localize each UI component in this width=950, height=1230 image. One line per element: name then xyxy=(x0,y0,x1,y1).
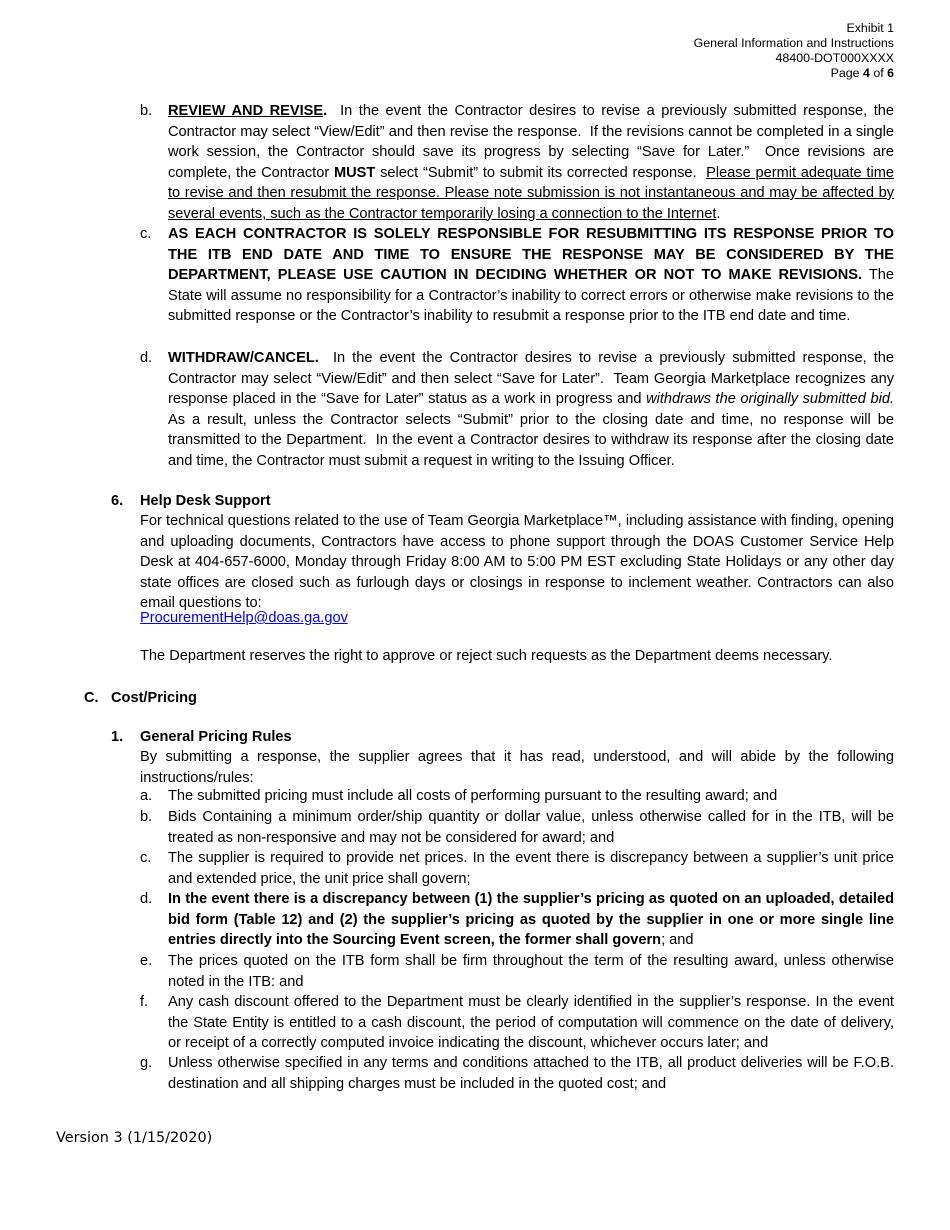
exhibit-label: Exhibit 1 xyxy=(846,21,894,35)
item-d-withdraw-cancel: WITHDRAW/CANCEL. In the event the Contractor desires to revise a previously submitted response, the Contractor may select “View/Edit” and then select “Save for Later”. Team Georgia Marketplace recognizes any response placed in the “Save for Later” status as a work in progress and withdraws the originally submitted bid. As a result, unless the Contractor selects “Submit” prior to the closing date and time, no response will be transmitted to the Department. In the event a Contractor desires to withdraw its response after the closing date and time, the Contractor must submit a request in writing to the Issuing Officer. xyxy=(168,350,902,469)
rule-e-text: The prices quoted on the ITB form shall be firm throughout the term of the resulting award, unless otherwise noted in the ITB: and xyxy=(168,953,894,990)
rule-a-text: The submitted pricing must include all costs of performing pursuant to the resulting award; and xyxy=(168,788,778,804)
rule-c-text: The supplier is required to provide net prices. In the event there is discrepancy between a supplier’s unit price and extended price, the unit price shall govern; xyxy=(168,850,894,887)
item-b-review-revise: REVIEW AND REVISE. In the event the Contractor desires to revise a previously submitted response, the Contractor may select “View/Edit” and then revise the response. If the revisions cannot be completed in a single work session, the Contractor should save its progress by selecting “Save for Later.” Once revisions are complete, the Contractor MUST select “Submit” to submit its corrected response. Please permit adequate time to revise and then resubmit the response. Please note submission is not instantaneous and may be affected by several events, such as the Contractor temporarily losing a connection to the Internet. xyxy=(168,103,899,222)
rule-g-letter: g. xyxy=(140,1055,153,1071)
reserve-rights-text: The Department reserves the right to approve or reject such requests as the Department deems necessary. xyxy=(140,648,833,664)
section-6-title: Help Desk Support xyxy=(140,493,271,509)
section-c-title: Cost/Pricing xyxy=(111,690,197,706)
rule-b-text: Bids Containing a minimum order/ship quantity or dollar value, unless otherwise called for in the ITB, will be treated as non-responsive and may not be considered for award; and xyxy=(168,809,894,846)
item-c-caution: AS EACH CONTRACTOR IS SOLELY RESPONSIBLE FOR RESUBMITTING ITS RESPONSE PRIOR TO THE ITB END DATE AND TIME TO ENSURE THE RESPONSE MAY BE CONSIDERED BY THE DEPARTMENT, PLEASE USE CAUTION IN DECIDING WHETHER OR NOT TO MAKE REVISIONS. The State will assume no responsibility for a Contractor’s inability to correct errors or otherwise make revisions to the submitted response or the Contractor’s inability to resubmit a response prior to the ITB end date and time. xyxy=(168,226,894,324)
rule-a-letter: a. xyxy=(140,788,153,804)
pricing-intro: By submitting a response, the supplier agrees that it has read, understood, and will abide by the following instructions/rules: xyxy=(140,749,894,786)
rule-g-text: Unless otherwise specified in any terms and conditions attached to the ITB, all product deliveries will be F.O.B. destination and all shipping charges must be included in the quoted cost; and xyxy=(168,1055,894,1092)
item-b-letter: b. xyxy=(140,103,153,119)
section-c-letter: C. xyxy=(84,690,99,706)
section-1-number: 1. xyxy=(111,729,124,745)
page-indicator: Page 4 of 6 xyxy=(830,66,894,80)
section-1-title: General Pricing Rules xyxy=(140,729,292,745)
document-subtitle: General Information and Instructions xyxy=(693,36,894,50)
rule-d-letter: d. xyxy=(140,891,153,907)
help-email-link[interactable]: ProcurementHelp@doas.ga.gov xyxy=(140,610,348,626)
rule-f-letter: f. xyxy=(140,994,149,1010)
rule-f-text: Any cash discount offered to the Department must be clearly identified in the supplier’s response. In the event the State Entity is entitled to a cash discount, the period of computation will commence on the date of delivery, or receipt of a correctly computed invoice indicating the discount, whichever occurs later; and xyxy=(168,994,894,1051)
section-6-number: 6. xyxy=(111,493,124,509)
page-header xyxy=(694,21,894,81)
rule-d-text: In the event there is a discrepancy between (1) the supplier’s pricing as quoted on an uploaded, detailed bid form (Table 12) and (2) the supplier’s pricing as quoted by the supplier in one or more single line entries directly into the Sourcing Event screen, the former shall govern; and xyxy=(168,891,894,948)
help-desk-text: For technical questions related to the use of Team Georgia Marketplace™, including assistance with finding, opening and uploading documents, Contractors have access to phone support through the DOAS Customer Service Help Desk at 404-657-6000, Monday through Friday 8:00 AM to 5:00 PM EST excluding State Holidays or any other day state offices are closed such as furlough days or closings in response to inclement weather. Contractors can also email questions to: xyxy=(140,513,894,611)
item-d-letter: d. xyxy=(140,350,153,366)
rule-b-letter: b. xyxy=(140,809,153,825)
rule-c-letter: c. xyxy=(140,850,152,866)
document-number: 48400-DOT000XXXX xyxy=(775,51,894,65)
rule-e-letter: e. xyxy=(140,953,153,969)
item-c-letter: c. xyxy=(140,226,152,242)
version-footer: Version 3 (1/15/2020) xyxy=(56,1130,213,1146)
